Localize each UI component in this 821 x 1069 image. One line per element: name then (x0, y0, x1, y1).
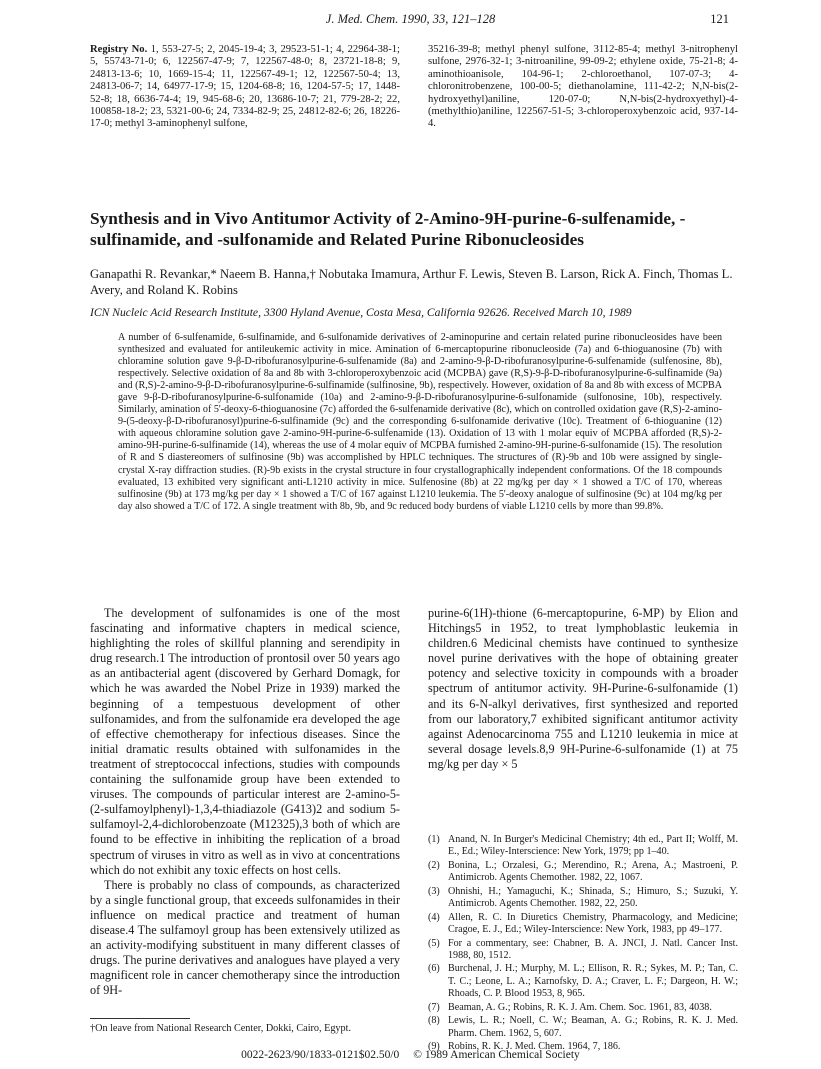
body-column-left (90, 606, 400, 998)
article-title: Synthesis and in Vivo Antitumor Activity of 2-Amino-9H-purine-6-sulfenamide, -sulfinamide, and -sulfonamide and Related Purine Ribonucleosides (90, 209, 686, 249)
reference-item: (1) Anand, N. In Burger's Medicinal Chemistry; 4th ed., Part II; Wolff, M. E., Ed.; Wiley-Interscience: New York, 1979; pp 1–40. (428, 834, 738, 858)
reference-item: (8) Lewis, L. R.; Noell, C. W.; Beaman, A. G.; Robins, R. K. J. Med. Pharm. Chem. 1962, 5, 607. (428, 1015, 738, 1039)
author-list: Ganapathi R. Revankar,* Naeem B. Hanna,† Nobutaka Imamura, Arthur F. Lewis, Steven B. Larson, Rick A. Finch, Thomas L. Avery, and Roland K. Robins (90, 267, 733, 297)
reference-item: (2) Bonina, L.; Orzalesi, G.; Merendino, R.; Arena, A.; Mastroeni, P. Antimicrob. Agents Chemother. 1982, 22, 1067. (428, 859, 738, 884)
body-paragraph: There is probably no class of compounds, as characterized by a single functional group, that exceeds sulfonamides in their influence on medical practice and treatment of human disease.4 The sulfamoyl group has been extensively utilized as an activity-modifying substituent in many different classes of drugs. The purine derivatives and analogues have played a very magnificent role in cancer chemotherapy since the introduction of 9H- (90, 877, 400, 998)
registry-numbers-right: 35216-39-8; methyl phenyl sulfone, 3112-85-4; methyl 3-nitrophenyl sulfone, 2976-32-1; 3-nitroaniline, 99-09-2; ethylene oxide, 75-21-8; 4-aminothioanisole, 104-96-1; 2-chloroethanol, 107-07-3; 4-chloronitrobenzene, 100-00-5; diethanolamine, 111-42-2; N,N-bis(2-hydroxyethyl)aniline, 120-07-0; N,N-bis(2-hydroxyethyl)-4-(methylthio)aniline, 122567-51-5; 3-chloroperoxybenzoic acid, 937-14-4. (428, 44, 738, 130)
journal-citation: J. Med. Chem. 1990, 33, 121–128 (325, 12, 496, 26)
affiliation: ICN Nucleic Acid Research Institute, 3300 Hyland Avenue, Costa Mesa, California 92626. Received March 10, 1989 (90, 306, 632, 319)
registry-text-left: 1, 553-27-5; 2, 2045-19-4; 3, 29523-51-1; 4, 22964-38-1; 5, 55743-71-0; 6, 122567-47-9; 7, 122567-48-0; 8, 23721-18-8; 9, 24813-13-6; 10, 1669-15-4; 11, 122567-49-1; 12, 122567-50-4; 13, 24813-06-7; 14, 64977-17-9; 15, 1204-68-8; 16, 1204-57-5; 17, 1448-52-8; 18, 6636-74-4; 19, 945-68-6; 20, 13686-10-7; 21, 779-28-2; 22, 100858-18-2; 23, 5321-00-6; 24, 7334-82-9; 25, 24812-82-6; 26, 18226-17-0; methyl 3-aminophenyl sulfone, (90, 44, 400, 130)
body-column-right (428, 606, 738, 772)
footnote: †On leave from National Research Center, Dokki, Cairo, Egypt. (90, 1023, 351, 1034)
reference-item: (4) Allen, R. C. In Diuretics Chemistry, Pharmacology, and Medicine; Cragoe, E. J., Ed.; Wiley-Interscience: New York, 1983, pp 49–177. (428, 911, 738, 935)
reference-item: (3) Ohnishi, H.; Yamaguchi, K.; Shinada, S.; Himuro, S.; Suzuki, Y. Antimicrob. Agents Chemother. 1982, 22, 250. (428, 885, 738, 910)
issn-code: 0022-2623/90/1833-0121$02.50/0 (241, 1049, 400, 1061)
copyright: © 1989 American Chemical Society (413, 1049, 580, 1061)
footnote-rule (90, 1018, 190, 1019)
registry-numbers-left (90, 44, 400, 131)
reference-item: (6) Burchenal, J. H.; Murphy, M. L.; Ellison, R. R.; Sykes, M. P.; Tan, C. T. C.; Leone, L. A.; Karnofsky, D. A.; Craver, L. F.; Dargeon, H. W.; Rhoads, C. P. Blood 1953, 8, 965. (428, 963, 738, 1000)
registry-label: Registry No. (90, 44, 148, 55)
reference-item: (5) For a commentary, see: Chabner, B. A. JNCI, J. Natl. Cancer Inst. 1988, 80, 1512. (428, 937, 738, 961)
body-paragraph: purine-6(1H)-thione (6-mercaptopurine, 6-MP) by Elion and Hitchings5 in 1952, to treat lymphoblastic leukemia in children.6 Medicinal chemists have continued to synthesize novel purine derivatives with the hope of obtaining greater potency and selective toxicity in compounds with a broader spectrum of antitumor activity. 9H-Purine-6-sulfonamide (1) and its 6-N-alkyl derivatives, first synthesized and reported from our laboratory,7 exhibited significant antitumor activity against Adenocarcinoma 755 and L1210 leukemia in mice at several dosage levels.8,9 9H-Purine-6-sulfonamide (1) at 75 mg/kg per day × 5 (428, 606, 738, 771)
reference-item: (9) Robins, R. K. J. Med. Chem. 1964, 7, 186. (428, 1041, 621, 1053)
references-list (428, 834, 738, 1055)
abstract: A number of 6-sulfenamide, 6-sulfinamide, and 6-sulfonamide derivatives of 2-aminopurine and certain related purine ribonucleosides have been synthesized and evaluated for antileukemic activity in mice. Amination of 6-mercaptopurine ribonucleoside (7a) and 6-thioguanosine (7b) with chloramine solution gave 9-β-D-ribofuranosylpurine-6-sulfenamide (8a) and 2-amino-9-β-D-ribofuranosylpurine-6-sulfenamide (sulfenosine, 8b), respectively. Selective oxidation of 8a and 8b with 3-chloroperoxybenzoic acid (MCPBA) gave (R,S)-9-β-D-ribofuranosylpurine-6-sulfinamide (9a) and (R,S)-2-amino-9-β-D-ribofuranosylpurine-6-sulfinamide (sulfinosine, 9b), respectively. However, oxidation of 8a and 8b with excess of MCPBA gave 9-β-D-ribofuranosylpurine-6-sulfonamide (10a) and 2-amino-9-β-D-ribofuranosylpurine-6-sulfonamide (sulfonosine, 10b), respectively. Similarly, amination of 5'-deoxy-6-thioguanosine (7c) afforded the 6-sulfenamide derivative (8c), which on controlled oxidation gave (R,S)-2-amino-9-(5-deoxy-β-D-ribofuranosyl)purine-6-sulfinamide (9c) and the corresponding 6-sulfonamide derivative (10c). Treatment of 6-thioguanine (12) with aqueous chloramine solution gave 2-amino-9H-purine-6-sulfenamide (13). Oxidation of 13 with 1 molar equiv of MCPBA afforded (R,S)-2-amino-9H-purine-6-sulfinamide (14), whereas the use of 4 molar equiv of MCPBA furnished 2-amino-9H-purine-6-sulfonamide (15). The resolution of R and S diastereomers of sulfinosine (9b) was accomplished by HPLC techniques. The structures of (R)-9b and 10b were assigned by single-crystal X-ray diffraction studies. (R)-9b exists in the crystal structure in four crystallographically independent conformations. Of the 18 compounds evaluated, 13 exhibited very significant anti-L1210 activity in mice. Sulfenosine (8b) at 22 mg/kg per day × 1 showed a T/C of 170, whereas sulfinosine (9b) at 173 mg/kg per day × 1 showed a T/C of 167 against L1210 leukemia. The 5'-deoxy analogue of sulfinosine (9c) at 104 mg/kg per day also showed a T/C of 172. A single treatment with 8b, 9b, and 9c reduced body burdens of viable L1210 cells by more than 99.8%. (118, 332, 722, 512)
reference-item: (7) Beaman, A. G.; Robins, R. K. J. Am. Chem. Soc. 1961, 83, 4038. (428, 1001, 712, 1013)
page-footer (0, 1049, 821, 1061)
body-paragraph: The development of sulfonamides is one of the most fascinating and informative chapters in medical science, highlighting the roles of skillful planning and serendipity in drug research.1 The introduction of prontosil over 50 years ago as an antibacterial agent (discovered by Gerhard Domagk, for which he was awarded the Nobel Prize in 1939) marked the beginning of a tempestuous development of other sulfonamides, and from the sulfonamide era developed the age of effective chemotherapy for infectious diseases. Since the initial dramatic results obtained with sulfonamides in the treatment of streptococcal infections, studies with compounds containing the sulfonamide group have been extended to viruses. The compounds of particular interest are 2-amino-5-(2-sulfamoylphenyl)-1,3,4-thiadiazole (G413)2 and sodium 5-sulfamoyl-2,4-dichlorobenzoate (M12325),3 both of which are found to be effective in inhibiting the replication of a broad spectrum of viruses in vitro as well as in vivo at concentrations which do not exhibit any toxic effects on host cells. (90, 606, 400, 877)
running-header (0, 12, 821, 30)
page-number: 121 (710, 12, 729, 26)
